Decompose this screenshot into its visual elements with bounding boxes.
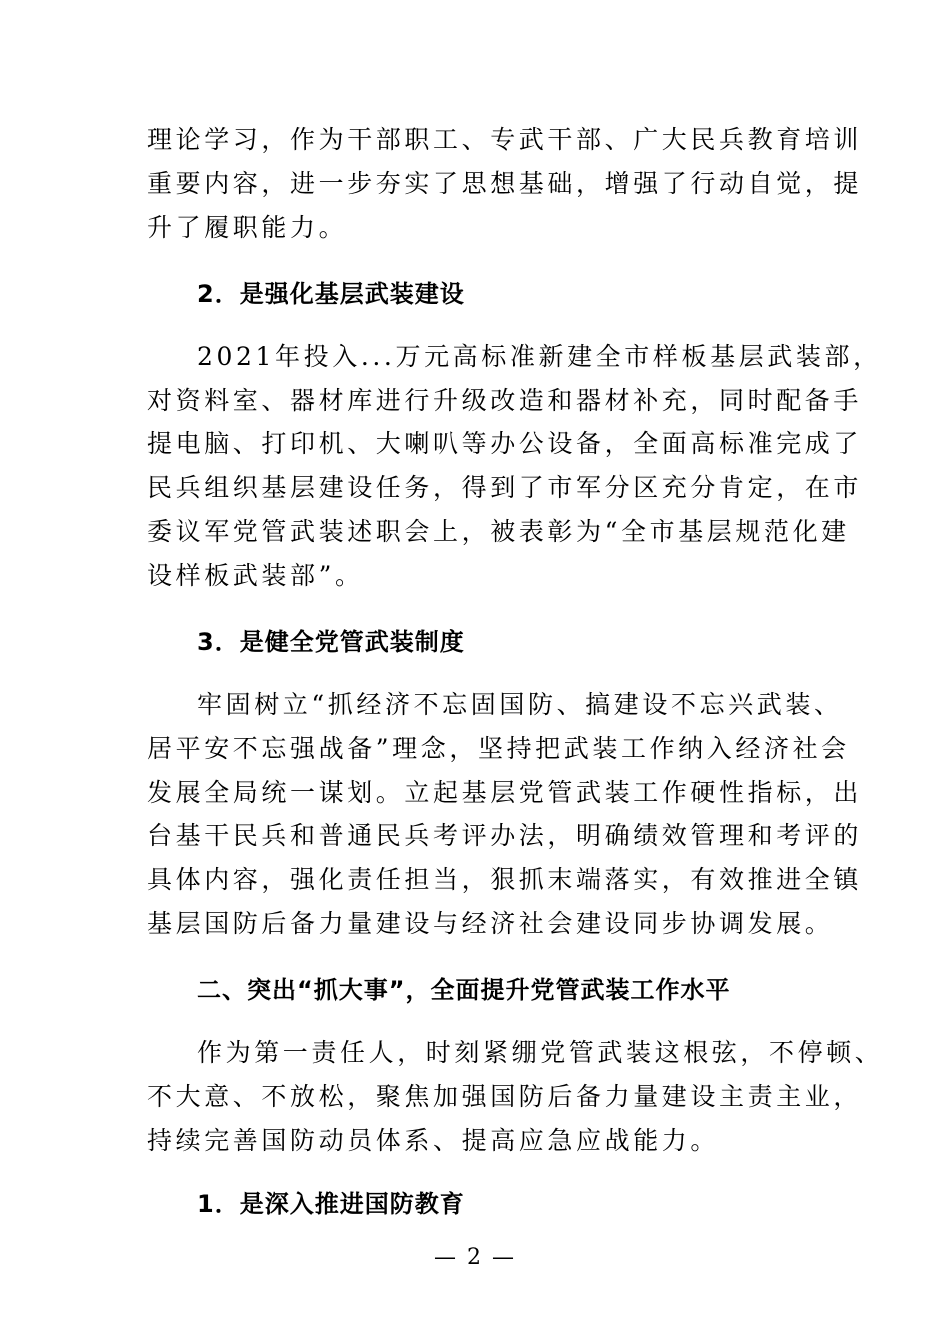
paragraph-line: 居平安不忘强战备”理念，坚持把武装工作纳入经济社会 bbox=[147, 734, 850, 763]
chapter-heading: 二、突出“抓大事”，全面提升党管武装工作水平 bbox=[197, 976, 731, 1004]
section-heading: 3．是健全党管武装制度 bbox=[197, 628, 465, 656]
page-number: — 2 — bbox=[434, 1245, 516, 1270]
paragraph-line: 台基干民兵和普通民兵考评办法，明确绩效管理和考评的 bbox=[147, 821, 863, 850]
paragraph-line: 理论学习，作为干部职工、专武干部、广大民兵教育培训 bbox=[147, 125, 863, 154]
paragraph-line: 具体内容，强化责任担当，狠抓末端落实，有效推进全镇 bbox=[147, 865, 863, 894]
paragraph-line: 发展全局统一谋划。立起基层党管武装工作硬性指标，出 bbox=[147, 778, 863, 807]
paragraph-line: 牢固树立“抓经济不忘固国防、搞建设不忘兴武装、 bbox=[197, 690, 843, 719]
paragraph-line: 对资料室、器材库进行升级改造和器材补充，同时配备手 bbox=[147, 386, 863, 415]
paragraph-line: 不大意、不放松，聚焦加强国防后备力量建设主责主业， bbox=[147, 1082, 863, 1111]
paragraph-line: 基层国防后备力量建设与经济社会建设同步协调发展。 bbox=[147, 909, 834, 938]
section-heading: 2．是强化基层武装建设 bbox=[197, 280, 465, 308]
paragraph-line: 提电脑、打印机、大喇叭等办公设备，全面高标准完成了 bbox=[147, 429, 863, 458]
paragraph-line: 重要内容，进一步夯实了思想基础，增强了行动自觉，提 bbox=[147, 169, 863, 198]
section-heading: 1．是深入推进国防教育 bbox=[197, 1190, 465, 1218]
paragraph-line: 2021年投入...万元高标准新建全市样板基层武装部， bbox=[197, 342, 882, 371]
paragraph-line: 设样板武装部”。 bbox=[147, 561, 364, 590]
paragraph-line: 升了履职能力。 bbox=[147, 213, 348, 242]
paragraph-line: 委议军党管武装述职会上，被表彰为“全市基层规范化建 bbox=[147, 517, 850, 546]
paragraph-line: 作为第一责任人，时刻紧绷党管武装这根弦，不停顿、 bbox=[197, 1038, 884, 1067]
paragraph-line: 持续完善国防动员体系、提高应急应战能力。 bbox=[147, 1126, 720, 1155]
paragraph-line: 民兵组织基层建设任务，得到了市军分区充分肯定，在市 bbox=[147, 473, 863, 502]
